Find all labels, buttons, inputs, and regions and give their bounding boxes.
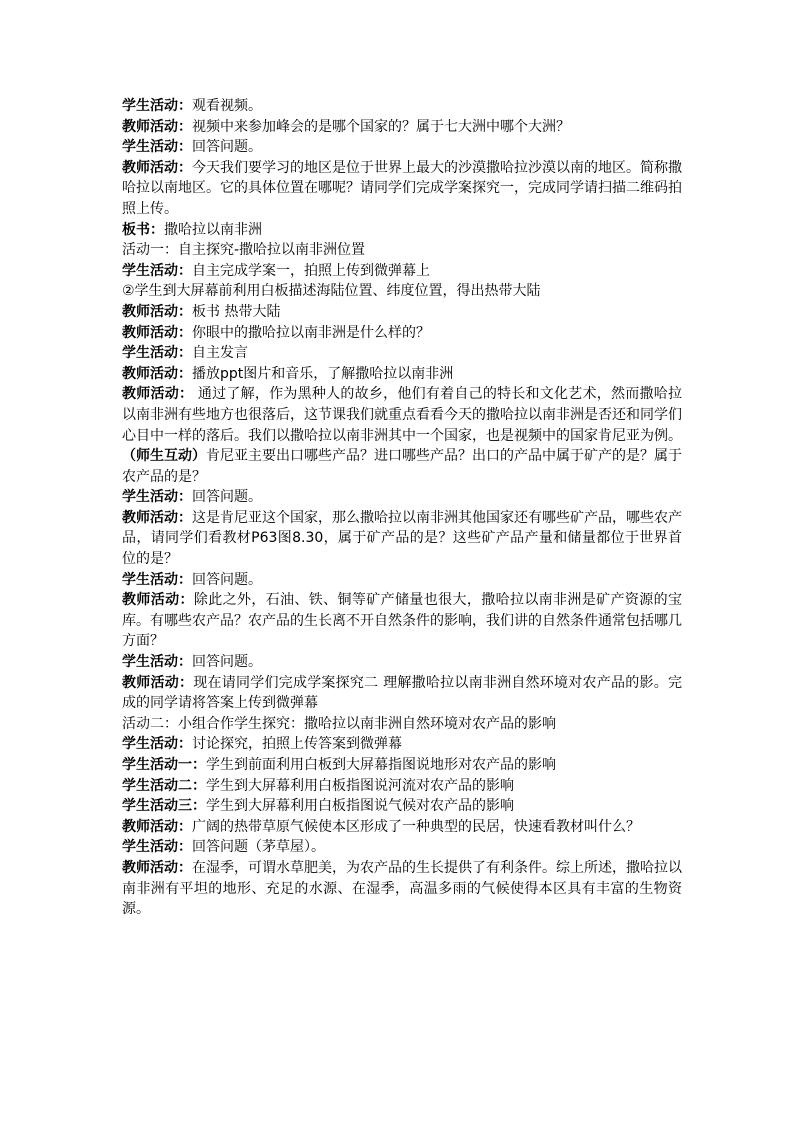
paragraph-text: 学生到前面利用白板到大屏幕指图说地形对农产品的影响 <box>206 757 556 773</box>
paragraph <box>122 487 682 508</box>
paragraph-text: 讨论探究，拍照上传答案到微弹幕 <box>192 736 402 753</box>
speaker-label: 板书： <box>122 221 164 238</box>
paragraph <box>122 734 682 755</box>
paragraph-text: 肯尼亚主要出口哪些产品？进口哪些产品？出口的产品中属于矿产的是？属于农产品的是？ <box>122 448 682 485</box>
paragraph <box>122 446 682 487</box>
document-body <box>122 96 682 920</box>
paragraph-text: 广阔的热带草原气候使本区形成了一种典型的民居，快速看教材叫什么？ <box>192 818 640 835</box>
speaker-label: 教师活动： <box>122 386 194 403</box>
speaker-label: 学生活动： <box>122 654 192 671</box>
paragraph-text: 回答问题。 <box>192 654 262 671</box>
speaker-label: 学生活动： <box>122 262 192 279</box>
speaker-label: 教师活动： <box>122 859 192 876</box>
speaker-label: 教师活动： <box>122 159 192 176</box>
speaker-label: 教师活动： <box>122 509 192 526</box>
paragraph <box>122 796 682 817</box>
speaker-label: 学生活动三： <box>122 798 206 815</box>
paragraph <box>122 673 682 714</box>
paragraph <box>122 364 682 385</box>
paragraph-text: 自主完成学案一，拍照上传到微弹幕上 <box>192 262 430 279</box>
paragraph-text: 板书 热带大陆 <box>192 303 281 320</box>
paragraph <box>122 323 682 344</box>
speaker-label: 教师活动： <box>122 592 194 609</box>
speaker-label: 教师活动： <box>122 118 192 135</box>
paragraph <box>122 261 682 282</box>
paragraph <box>122 158 682 220</box>
paragraph <box>122 302 682 323</box>
paragraph-text: 这是肯尼亚这个国家，那么撒哈拉以南非洲其他国家还有哪些矿产品，哪些农产品，请同学们看教材P63图8.30，属于矿产品的是？这些矿产品产量和储量都位于世界首位的是？ <box>122 509 682 568</box>
paragraph-text: 自主发言 <box>192 345 248 362</box>
paragraph <box>122 96 682 117</box>
paragraph-text: 你眼中的撒哈拉以南非洲是什么样的？ <box>192 324 430 341</box>
speaker-label: 学生活动二： <box>122 777 206 794</box>
paragraph-text: 视频中来参加峰会的是哪个国家的？属于七大洲中哪个大洲？ <box>192 118 570 135</box>
speaker-label: 学生活动： <box>122 98 192 114</box>
paragraph-text: 回答问题。 <box>192 489 262 506</box>
speaker-label: 学生活动： <box>122 736 192 753</box>
paragraph <box>122 570 682 591</box>
speaker-label: 学生活动： <box>122 345 192 362</box>
speaker-label: 学生活动一： <box>122 757 206 773</box>
speaker-label: 教师活动： <box>122 365 192 382</box>
speaker-label: 教师活动： <box>122 303 192 320</box>
paragraph <box>122 281 682 302</box>
speaker-label: 教师活动： <box>122 818 192 835</box>
paragraph-text: ②学生到大屏幕前利用白板描述海陆位置、纬度位置，得出热带大陆 <box>122 283 541 300</box>
paragraph <box>122 137 682 158</box>
paragraph <box>122 858 682 920</box>
paragraph <box>122 343 682 364</box>
speaker-label: 学生活动： <box>122 571 192 588</box>
paragraph-text: 今天我们要学习的地区是位于世界上最大的沙漠撒哈拉沙漠以南的地区。简称撒哈拉以南地区。它的具体位置在哪呢？请同学们完成学案探究一，完成同学请扫描二维码拍照上传。 <box>122 159 682 217</box>
paragraph-text: 除此之外，石油、铁、铜等矿产储量也很大，撒哈拉以南非洲是矿产资源的宝库。有哪些农产品？农产品的生长离不开自然条件的影响，我们讲的自然条件通常包括哪几方面？ <box>122 592 682 650</box>
paragraph <box>122 240 682 261</box>
paragraph <box>122 590 682 652</box>
paragraph <box>122 714 682 735</box>
paragraph <box>122 384 682 446</box>
paragraph-text: 在湿季，可谓水草肥美，为农产品的生长提供了有利条件。综上所述，撒哈拉以南非洲有平坦的地形、充足的水源、在湿季，高温多雨的气候使得本区具有丰富的生物资源。 <box>122 859 682 918</box>
paragraph-text: 通过了解，作为黑种人的故乡，他们有着自己的特长和文化艺术，然而撒哈拉以南非洲有些地方也很落后，这节课我们就重点看看今天的撒哈拉以南非洲是否还和同学们心目中一样的落后。我们以撒哈拉以南非洲其中一个国家，也是视频中的国家肯尼亚为例。 <box>122 386 683 444</box>
paragraph <box>122 776 682 797</box>
paragraph <box>122 508 682 570</box>
paragraph <box>122 837 682 858</box>
speaker-label: 学生活动： <box>122 489 192 506</box>
speaker-label: 教师活动： <box>122 324 192 341</box>
paragraph-text: 回答问题。 <box>192 139 262 156</box>
speaker-label: （师生互动） <box>122 448 206 465</box>
paragraph <box>122 220 682 241</box>
paragraph-text: 观看视频。 <box>192 98 262 114</box>
paragraph-text: 播放ppt图片和音乐，了解撒哈拉以南非洲 <box>192 365 454 382</box>
paragraph <box>122 117 682 138</box>
paragraph-text: 学生到大屏幕利用白板指图说气候对农产品的影响 <box>206 798 514 815</box>
paragraph <box>122 755 682 776</box>
paragraph-text: 回答问题（茅草屋）。 <box>192 839 325 856</box>
paragraph <box>122 652 682 673</box>
paragraph-text: 回答问题。 <box>192 571 262 588</box>
paragraph <box>122 817 682 838</box>
paragraph-text: 现在请同学们完成学案探究二 理解撒哈拉以南非洲自然环境对农产品的影。完成的同学请将答案上传到微弹幕 <box>122 674 683 712</box>
paragraph-text: 撒哈拉以南非洲 <box>164 221 262 238</box>
paragraph-text: 学生到大屏幕利用白板指图说河流对农产品的影响 <box>206 777 514 794</box>
paragraph-text: 活动一：自主探究-撒哈拉以南非洲位置 <box>122 242 366 259</box>
paragraph-text: 活动二：小组合作学生探究：撒哈拉以南非洲自然环境对农产品的影响 <box>122 715 556 732</box>
speaker-label: 学生活动： <box>122 139 192 156</box>
speaker-label: 教师活动： <box>122 674 194 691</box>
speaker-label: 学生活动： <box>122 839 192 856</box>
